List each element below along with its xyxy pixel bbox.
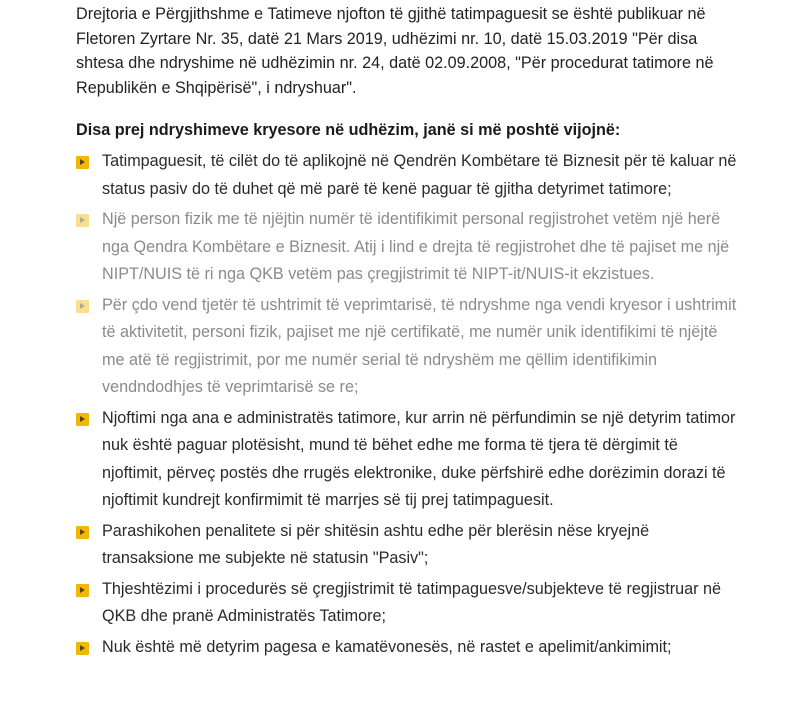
- list-item: [76, 518, 740, 573]
- arrow-bullet-icon: [76, 214, 89, 227]
- list-item-text: Tatimpaguesit, të cilët do të aplikojnë në Qendrën Kombëtare të Biznesit për të kaluar në status pasiv do të duhet që më parë të kenë paguar të gjitha detyrimet tatimore;: [102, 152, 737, 198]
- arrow-bullet-icon: [76, 526, 89, 539]
- list-item-text: Një person fizik me të njëjtin numër të identifikimit personal regjistrohet vetëm një herë nga Qendra Kombëtare e Biznesit. Atij i lind e drejta të regjistrohet dhe të pajiset me një NIPT/NUIS të ri nga QKB vetëm pas çregjistrimit të NIPT-it/NUIS-it ekzistues.: [102, 210, 730, 283]
- arrow-bullet-icon: [76, 642, 89, 655]
- list-item: [76, 206, 740, 289]
- changes-list: [76, 148, 740, 661]
- list-item-text: Thjeshtëzimi i procedurës së çregjistrimit të tatimpaguesve/subjekteve të regjistruar në QKB dhe pranë Administratës Tatimore;: [102, 579, 721, 625]
- list-item: [76, 634, 740, 662]
- intro-paragraph: Drejtoria e Përgjithshme e Tatimeve njofton të gjithë tatimpaguesit se është publikuar në Fletoren Zyrtare Nr. 35, datë 21 Mars 2019, udhëzimi nr. 10, datë 15.03.2019 "Për disa shtesa dhe ndryshime në udhëzimin nr. 24, datë 02.09.2008, "Për procedurat tatimore në Republikën e Shqipërisë", i ndryshuar".: [76, 5, 714, 97]
- list-item: [76, 405, 740, 515]
- list-item: [76, 292, 740, 402]
- changes-heading: Disa prej ndryshimeve kryesore në udhëzim, janë si më poshtë vijojnë:: [76, 121, 621, 139]
- list-item-text: Për çdo vend tjetër të ushtrimit të veprimtarisë, të ndryshme nga vendi kryesor i ushtrimit të aktivitetit, personi fizik, pajiset me një certifikatë, me numër unik identifikimi të njëjtë me atë të regjistrimit, por me numër serial të ndryshëm me qëllim identifikimin vendndodhjes të veprimtarisë se re;: [102, 295, 737, 396]
- arrow-bullet-icon: [76, 300, 89, 313]
- list-item: [76, 148, 740, 203]
- arrow-bullet-icon: [76, 156, 89, 169]
- arrow-bullet-icon: [76, 413, 89, 426]
- list-item: [76, 576, 740, 631]
- list-item-text: Parashikohen penalitete si për shitësin ashtu edhe për blerësin nëse kryejnë transaksione me subjekte në statusin "Pasiv";: [102, 521, 650, 567]
- list-item-text: Nuk është më detyrim pagesa e kamatëvonesës, në rastet e apelimit/ankimimit;: [102, 637, 672, 656]
- list-item-text: Njoftimi nga ana e administratës tatimore, kur arrin në përfundimin se një detyrim tatimor nuk është paguar plotësisht, mund të bëhet edhe me forma të tjera të dërgimit të njoftimit, përveç postës dhe rrugës elektronike, duke përfshirë edhe dorëzimin dorazi të njoftimit kundrejt konfirmimit të marrjes së tij prej tatimpaguesit.: [102, 408, 736, 509]
- arrow-bullet-icon: [76, 584, 89, 597]
